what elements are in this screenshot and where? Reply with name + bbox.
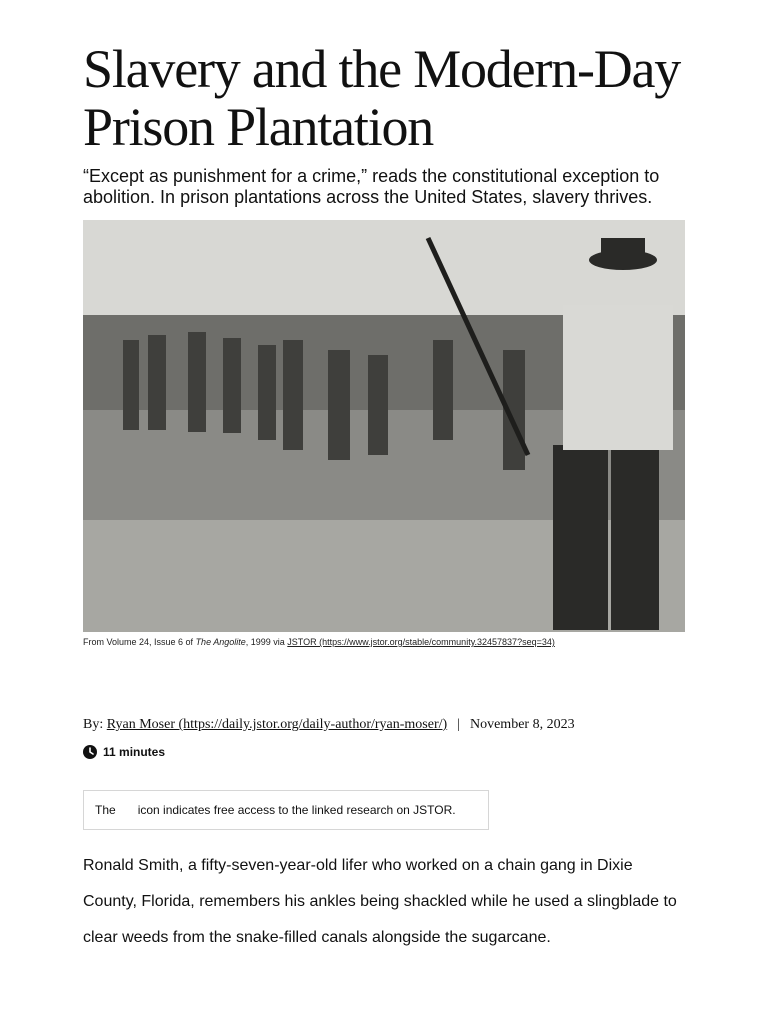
clock-icon <box>83 745 97 759</box>
article-photo <box>83 220 685 632</box>
byline <box>83 717 575 733</box>
byline-label: By: <box>83 717 107 732</box>
photo-caption: From Volume 24, Issue 6 of The Angolite, 1999 via JSTOR (https://www.jstor.org/stable/community.32457837?seq=34) <box>83 637 555 647</box>
read-time-text: 11 minutes <box>103 745 166 759</box>
author-link[interactable]: Ryan Moser (https://daily.jstor.org/daily-author/ryan-moser/) <box>106 717 448 732</box>
article-dek: “Except as punishment for a crime,” reads the constitutional exception to abolition. In prison plantations across the United States, slavery thrives. <box>83 166 660 207</box>
jstor-source-link[interactable]: JSTOR (https://www.jstor.org/stable/community.32457837?seq=34) <box>287 637 555 647</box>
byline-separator: | <box>457 717 460 732</box>
article-header <box>83 40 693 648</box>
publish-date: November 8, 2023 <box>469 717 575 732</box>
article-paragraph: Ronald Smith, a fifty-seven-year-old lifer who worked on a chain gang in Dixie County, Florida, remembers his ankles being shackled while he used a slingblade to clear weeds from the snake-filled canals alongside the sugarcane. <box>83 857 677 946</box>
article-title: Slavery and the Modern-Day Prison Plantation <box>83 39 681 157</box>
free-access-notice: The icon indicates free access to the linked research on JSTOR. <box>83 790 489 830</box>
read-time <box>83 745 165 759</box>
